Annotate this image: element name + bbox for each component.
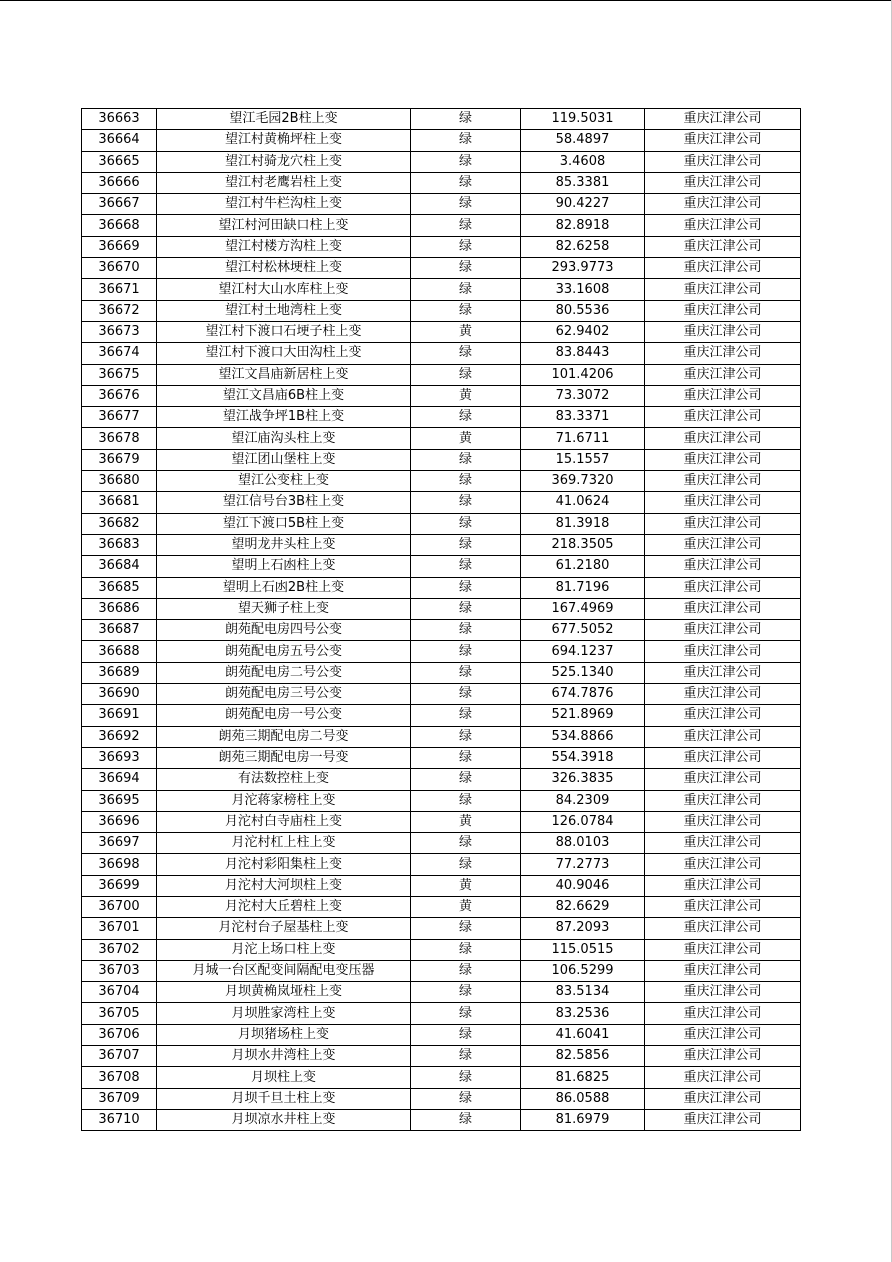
value-cell: 106.5299 xyxy=(521,960,645,981)
status-cell: 绿 xyxy=(411,364,521,385)
status-cell: 绿 xyxy=(411,769,521,790)
status-cell: 绿 xyxy=(411,1024,521,1045)
table-row xyxy=(82,811,801,832)
transformer-name-cell: 月沱上场口柱上变 xyxy=(157,939,411,960)
table-row xyxy=(82,1046,801,1067)
company-cell: 重庆江津公司 xyxy=(645,1088,801,1109)
company-cell: 重庆江津公司 xyxy=(645,151,801,172)
status-cell: 绿 xyxy=(411,854,521,875)
value-cell: 71.6711 xyxy=(521,428,645,449)
status-cell: 绿 xyxy=(411,407,521,428)
value-cell: 87.2093 xyxy=(521,918,645,939)
transformer-name-cell: 月沱村台子屋基柱上变 xyxy=(157,918,411,939)
transformer-name-cell: 朗苑配电房五号公变 xyxy=(157,641,411,662)
transformer-name-cell: 望江毛园2B柱上变 xyxy=(157,109,411,130)
value-cell: 85.3381 xyxy=(521,172,645,193)
value-cell: 3.4608 xyxy=(521,151,645,172)
company-cell: 重庆江津公司 xyxy=(645,598,801,619)
row-id-cell: 36681 xyxy=(82,492,157,513)
row-id-cell: 36703 xyxy=(82,960,157,981)
value-cell: 326.3835 xyxy=(521,769,645,790)
value-cell: 40.9046 xyxy=(521,875,645,896)
table-row xyxy=(82,577,801,598)
value-cell: 58.4897 xyxy=(521,130,645,151)
table-row xyxy=(82,854,801,875)
company-cell: 重庆江津公司 xyxy=(645,364,801,385)
transformer-name-cell: 望江村楼方沟柱上变 xyxy=(157,236,411,257)
row-id-cell: 36664 xyxy=(82,130,157,151)
table-row xyxy=(82,684,801,705)
company-cell: 重庆江津公司 xyxy=(645,215,801,236)
table-row xyxy=(82,258,801,279)
row-id-cell: 36696 xyxy=(82,811,157,832)
company-cell: 重庆江津公司 xyxy=(645,918,801,939)
status-cell: 黄 xyxy=(411,896,521,917)
row-id-cell: 36683 xyxy=(82,534,157,555)
table-body xyxy=(82,109,801,1131)
transformer-name-cell: 望江文昌庙6B柱上变 xyxy=(157,385,411,406)
transformer-name-cell: 望江村下渡口石埂子柱上变 xyxy=(157,321,411,342)
company-cell: 重庆江津公司 xyxy=(645,194,801,215)
page-top-border xyxy=(0,0,892,1)
company-cell: 重庆江津公司 xyxy=(645,1109,801,1130)
transformer-name-cell: 月沱村大丘碧柱上变 xyxy=(157,896,411,917)
status-cell: 黄 xyxy=(411,428,521,449)
row-id-cell: 36667 xyxy=(82,194,157,215)
company-cell: 重庆江津公司 xyxy=(645,449,801,470)
row-id-cell: 36676 xyxy=(82,385,157,406)
table-row xyxy=(82,151,801,172)
row-id-cell: 36693 xyxy=(82,747,157,768)
transformer-name-cell: 朗苑三期配电房一号变 xyxy=(157,747,411,768)
status-cell: 绿 xyxy=(411,620,521,641)
value-cell: 41.0624 xyxy=(521,492,645,513)
value-cell: 674.7876 xyxy=(521,684,645,705)
transformer-name-cell: 望明上石凼2B柱上变 xyxy=(157,577,411,598)
status-cell: 绿 xyxy=(411,513,521,534)
status-cell: 绿 xyxy=(411,215,521,236)
table-row xyxy=(82,896,801,917)
table-row xyxy=(82,918,801,939)
status-cell: 绿 xyxy=(411,258,521,279)
value-cell: 694.1237 xyxy=(521,641,645,662)
status-cell: 绿 xyxy=(411,556,521,577)
row-id-cell: 36675 xyxy=(82,364,157,385)
value-cell: 119.5031 xyxy=(521,109,645,130)
row-id-cell: 36668 xyxy=(82,215,157,236)
transformer-name-cell: 月沱村大河坝柱上变 xyxy=(157,875,411,896)
status-cell: 黄 xyxy=(411,875,521,896)
row-id-cell: 36690 xyxy=(82,684,157,705)
row-id-cell: 36707 xyxy=(82,1046,157,1067)
value-cell: 83.8443 xyxy=(521,343,645,364)
company-cell: 重庆江津公司 xyxy=(645,279,801,300)
table-row xyxy=(82,109,801,130)
status-cell: 绿 xyxy=(411,662,521,683)
status-cell: 绿 xyxy=(411,449,521,470)
row-id-cell: 36680 xyxy=(82,471,157,492)
row-id-cell: 36688 xyxy=(82,641,157,662)
table-row xyxy=(82,726,801,747)
transformer-name-cell: 朗苑配电房一号公变 xyxy=(157,705,411,726)
status-cell: 绿 xyxy=(411,598,521,619)
status-cell: 绿 xyxy=(411,726,521,747)
row-id-cell: 36689 xyxy=(82,662,157,683)
value-cell: 534.8866 xyxy=(521,726,645,747)
company-cell: 重庆江津公司 xyxy=(645,258,801,279)
company-cell: 重庆江津公司 xyxy=(645,492,801,513)
value-cell: 90.4227 xyxy=(521,194,645,215)
company-cell: 重庆江津公司 xyxy=(645,130,801,151)
table-row xyxy=(82,769,801,790)
value-cell: 525.1340 xyxy=(521,662,645,683)
row-id-cell: 36692 xyxy=(82,726,157,747)
status-cell: 绿 xyxy=(411,492,521,513)
table-row xyxy=(82,194,801,215)
transformer-name-cell: 朗苑配电房四号公变 xyxy=(157,620,411,641)
status-cell: 绿 xyxy=(411,833,521,854)
row-id-cell: 36698 xyxy=(82,854,157,875)
company-cell: 重庆江津公司 xyxy=(645,1024,801,1045)
value-cell: 88.0103 xyxy=(521,833,645,854)
row-id-cell: 36702 xyxy=(82,939,157,960)
value-cell: 61.2180 xyxy=(521,556,645,577)
transformer-name-cell: 有法数控柱上变 xyxy=(157,769,411,790)
transformer-name-cell: 望江战争坪1B柱上变 xyxy=(157,407,411,428)
table-row xyxy=(82,982,801,1003)
table-row xyxy=(82,236,801,257)
table-row xyxy=(82,215,801,236)
company-cell: 重庆江津公司 xyxy=(645,875,801,896)
row-id-cell: 36665 xyxy=(82,151,157,172)
value-cell: 81.6979 xyxy=(521,1109,645,1130)
transformer-name-cell: 望天狮子柱上变 xyxy=(157,598,411,619)
company-cell: 重庆江津公司 xyxy=(645,300,801,321)
transformer-name-cell: 望江文昌庙新居柱上变 xyxy=(157,364,411,385)
company-cell: 重庆江津公司 xyxy=(645,833,801,854)
company-cell: 重庆江津公司 xyxy=(645,577,801,598)
table-row xyxy=(82,960,801,981)
table-row xyxy=(82,875,801,896)
value-cell: 293.9773 xyxy=(521,258,645,279)
status-cell: 黄 xyxy=(411,321,521,342)
status-cell: 绿 xyxy=(411,1088,521,1109)
row-id-cell: 36678 xyxy=(82,428,157,449)
table-row xyxy=(82,449,801,470)
value-cell: 86.0588 xyxy=(521,1088,645,1109)
status-cell: 黄 xyxy=(411,811,521,832)
transformer-name-cell: 望江村牛栏沟柱上变 xyxy=(157,194,411,215)
status-cell: 绿 xyxy=(411,982,521,1003)
transformer-name-cell: 望江庙沟头柱上变 xyxy=(157,428,411,449)
company-cell: 重庆江津公司 xyxy=(645,726,801,747)
company-cell: 重庆江津公司 xyxy=(645,982,801,1003)
company-cell: 重庆江津公司 xyxy=(645,854,801,875)
company-cell: 重庆江津公司 xyxy=(645,513,801,534)
transformer-name-cell: 月坝黄桷岚垭柱上变 xyxy=(157,982,411,1003)
status-cell: 绿 xyxy=(411,1003,521,1024)
table-row xyxy=(82,343,801,364)
company-cell: 重庆江津公司 xyxy=(645,428,801,449)
company-cell: 重庆江津公司 xyxy=(645,705,801,726)
value-cell: 81.6825 xyxy=(521,1067,645,1088)
table-row xyxy=(82,620,801,641)
table-row xyxy=(82,939,801,960)
company-cell: 重庆江津公司 xyxy=(645,1046,801,1067)
status-cell: 绿 xyxy=(411,534,521,555)
row-id-cell: 36663 xyxy=(82,109,157,130)
row-id-cell: 36677 xyxy=(82,407,157,428)
status-cell: 绿 xyxy=(411,705,521,726)
status-cell: 绿 xyxy=(411,684,521,705)
transformer-name-cell: 望江村河田缺口柱上变 xyxy=(157,215,411,236)
row-id-cell: 36682 xyxy=(82,513,157,534)
value-cell: 82.8918 xyxy=(521,215,645,236)
value-cell: 82.5856 xyxy=(521,1046,645,1067)
table-row xyxy=(82,747,801,768)
value-cell: 15.1557 xyxy=(521,449,645,470)
table-row xyxy=(82,705,801,726)
transformer-name-cell: 望明龙井头柱上变 xyxy=(157,534,411,555)
row-id-cell: 36701 xyxy=(82,918,157,939)
row-id-cell: 36686 xyxy=(82,598,157,619)
table-row xyxy=(82,407,801,428)
value-cell: 83.2536 xyxy=(521,1003,645,1024)
value-cell: 369.7320 xyxy=(521,471,645,492)
company-cell: 重庆江津公司 xyxy=(645,769,801,790)
table-row xyxy=(82,130,801,151)
row-id-cell: 36687 xyxy=(82,620,157,641)
status-cell: 绿 xyxy=(411,641,521,662)
status-cell: 绿 xyxy=(411,130,521,151)
table-row xyxy=(82,1067,801,1088)
transformer-name-cell: 望江公变柱上变 xyxy=(157,471,411,492)
transformer-name-cell: 望江信号台3B柱上变 xyxy=(157,492,411,513)
row-id-cell: 36709 xyxy=(82,1088,157,1109)
transformer-name-cell: 望江村骑龙穴柱上变 xyxy=(157,151,411,172)
value-cell: 82.6629 xyxy=(521,896,645,917)
row-id-cell: 36708 xyxy=(82,1067,157,1088)
table-row xyxy=(82,1024,801,1045)
transformer-name-cell: 月沱蒋家榜柱上变 xyxy=(157,790,411,811)
value-cell: 81.3918 xyxy=(521,513,645,534)
table-row xyxy=(82,428,801,449)
status-cell: 绿 xyxy=(411,151,521,172)
company-cell: 重庆江津公司 xyxy=(645,960,801,981)
row-id-cell: 36671 xyxy=(82,279,157,300)
transformer-name-cell: 望江下渡口5B柱上变 xyxy=(157,513,411,534)
transformer-name-cell: 望江村土地湾柱上变 xyxy=(157,300,411,321)
table-row xyxy=(82,641,801,662)
transformer-name-cell: 月沱村彩阳集柱上变 xyxy=(157,854,411,875)
row-id-cell: 36700 xyxy=(82,896,157,917)
transformer-name-cell: 望江团山堡柱上变 xyxy=(157,449,411,470)
transformer-name-cell: 望江村松林埂柱上变 xyxy=(157,258,411,279)
value-cell: 77.2773 xyxy=(521,854,645,875)
company-cell: 重庆江津公司 xyxy=(645,747,801,768)
company-cell: 重庆江津公司 xyxy=(645,662,801,683)
row-id-cell: 36694 xyxy=(82,769,157,790)
company-cell: 重庆江津公司 xyxy=(645,1003,801,1024)
status-cell: 绿 xyxy=(411,577,521,598)
row-id-cell: 36672 xyxy=(82,300,157,321)
status-cell: 绿 xyxy=(411,236,521,257)
transformer-name-cell: 朗苑配电房二号公变 xyxy=(157,662,411,683)
status-cell: 绿 xyxy=(411,790,521,811)
transformer-name-cell: 月沱村白寺庙柱上变 xyxy=(157,811,411,832)
status-cell: 绿 xyxy=(411,471,521,492)
value-cell: 167.4969 xyxy=(521,598,645,619)
value-cell: 33.1608 xyxy=(521,279,645,300)
row-id-cell: 36679 xyxy=(82,449,157,470)
company-cell: 重庆江津公司 xyxy=(645,1067,801,1088)
table-row xyxy=(82,790,801,811)
transformer-name-cell: 月坝猪场柱上变 xyxy=(157,1024,411,1045)
status-cell: 绿 xyxy=(411,194,521,215)
row-id-cell: 36706 xyxy=(82,1024,157,1045)
transformer-name-cell: 月沱村杠上柱上变 xyxy=(157,833,411,854)
row-id-cell: 36670 xyxy=(82,258,157,279)
table-row xyxy=(82,300,801,321)
transformer-name-cell: 朗苑配电房三号公变 xyxy=(157,684,411,705)
transformer-name-cell: 望明上石凼柱上变 xyxy=(157,556,411,577)
value-cell: 126.0784 xyxy=(521,811,645,832)
value-cell: 677.5052 xyxy=(521,620,645,641)
status-cell: 绿 xyxy=(411,1109,521,1130)
company-cell: 重庆江津公司 xyxy=(645,790,801,811)
value-cell: 73.3072 xyxy=(521,385,645,406)
transformer-name-cell: 月坝凉水井柱上变 xyxy=(157,1109,411,1130)
company-cell: 重庆江津公司 xyxy=(645,534,801,555)
table-row xyxy=(82,556,801,577)
value-cell: 41.6041 xyxy=(521,1024,645,1045)
value-cell: 84.2309 xyxy=(521,790,645,811)
value-cell: 62.9402 xyxy=(521,321,645,342)
table-row xyxy=(82,364,801,385)
company-cell: 重庆江津公司 xyxy=(645,236,801,257)
transformer-name-cell: 望江村大山水库柱上变 xyxy=(157,279,411,300)
value-cell: 554.3918 xyxy=(521,747,645,768)
value-cell: 82.6258 xyxy=(521,236,645,257)
value-cell: 83.5134 xyxy=(521,982,645,1003)
table-row xyxy=(82,1109,801,1130)
status-cell: 绿 xyxy=(411,1067,521,1088)
company-cell: 重庆江津公司 xyxy=(645,939,801,960)
company-cell: 重庆江津公司 xyxy=(645,684,801,705)
row-id-cell: 36691 xyxy=(82,705,157,726)
row-id-cell: 36697 xyxy=(82,833,157,854)
row-id-cell: 36704 xyxy=(82,982,157,1003)
table-row xyxy=(82,534,801,555)
transformer-name-cell: 月坝水井湾柱上变 xyxy=(157,1046,411,1067)
status-cell: 绿 xyxy=(411,918,521,939)
table-row xyxy=(82,513,801,534)
company-cell: 重庆江津公司 xyxy=(645,321,801,342)
row-id-cell: 36685 xyxy=(82,577,157,598)
value-cell: 218.3505 xyxy=(521,534,645,555)
table-row xyxy=(82,279,801,300)
company-cell: 重庆江津公司 xyxy=(645,172,801,193)
company-cell: 重庆江津公司 xyxy=(645,471,801,492)
company-cell: 重庆江津公司 xyxy=(645,343,801,364)
value-cell: 80.5536 xyxy=(521,300,645,321)
status-cell: 绿 xyxy=(411,109,521,130)
row-id-cell: 36673 xyxy=(82,321,157,342)
company-cell: 重庆江津公司 xyxy=(645,109,801,130)
company-cell: 重庆江津公司 xyxy=(645,896,801,917)
table-row xyxy=(82,385,801,406)
status-cell: 黄 xyxy=(411,385,521,406)
value-cell: 101.4206 xyxy=(521,364,645,385)
company-cell: 重庆江津公司 xyxy=(645,407,801,428)
transformer-name-cell: 望江村下渡口大田沟柱上变 xyxy=(157,343,411,364)
value-cell: 521.8969 xyxy=(521,705,645,726)
transformer-name-cell: 望江村黄桷坪柱上变 xyxy=(157,130,411,151)
company-cell: 重庆江津公司 xyxy=(645,385,801,406)
value-cell: 115.0515 xyxy=(521,939,645,960)
transformer-name-cell: 月坝柱上变 xyxy=(157,1067,411,1088)
row-id-cell: 36666 xyxy=(82,172,157,193)
status-cell: 绿 xyxy=(411,1046,521,1067)
table-row xyxy=(82,1088,801,1109)
table-row xyxy=(82,471,801,492)
row-id-cell: 36684 xyxy=(82,556,157,577)
row-id-cell: 36674 xyxy=(82,343,157,364)
row-id-cell: 36699 xyxy=(82,875,157,896)
table-row xyxy=(82,833,801,854)
company-cell: 重庆江津公司 xyxy=(645,811,801,832)
table-row xyxy=(82,598,801,619)
status-cell: 绿 xyxy=(411,300,521,321)
company-cell: 重庆江津公司 xyxy=(645,556,801,577)
transformer-name-cell: 月坝千旦土柱上变 xyxy=(157,1088,411,1109)
table-row xyxy=(82,321,801,342)
company-cell: 重庆江津公司 xyxy=(645,620,801,641)
status-cell: 绿 xyxy=(411,939,521,960)
row-id-cell: 36710 xyxy=(82,1109,157,1130)
transformer-name-cell: 月城一台区配变间隔配电变压器 xyxy=(157,960,411,981)
transformer-name-cell: 朗苑三期配电房二号变 xyxy=(157,726,411,747)
table-row xyxy=(82,172,801,193)
company-cell: 重庆江津公司 xyxy=(645,641,801,662)
row-id-cell: 36695 xyxy=(82,790,157,811)
row-id-cell: 36669 xyxy=(82,236,157,257)
row-id-cell: 36705 xyxy=(82,1003,157,1024)
data-table xyxy=(81,108,801,1131)
value-cell: 81.7196 xyxy=(521,577,645,598)
table-row xyxy=(82,662,801,683)
value-cell: 83.3371 xyxy=(521,407,645,428)
status-cell: 绿 xyxy=(411,279,521,300)
table-row xyxy=(82,492,801,513)
status-cell: 绿 xyxy=(411,343,521,364)
status-cell: 绿 xyxy=(411,172,521,193)
transformer-name-cell: 望江村老鹰岩柱上变 xyxy=(157,172,411,193)
transformer-name-cell: 月坝胜家湾柱上变 xyxy=(157,1003,411,1024)
status-cell: 绿 xyxy=(411,960,521,981)
table-row xyxy=(82,1003,801,1024)
status-cell: 绿 xyxy=(411,747,521,768)
